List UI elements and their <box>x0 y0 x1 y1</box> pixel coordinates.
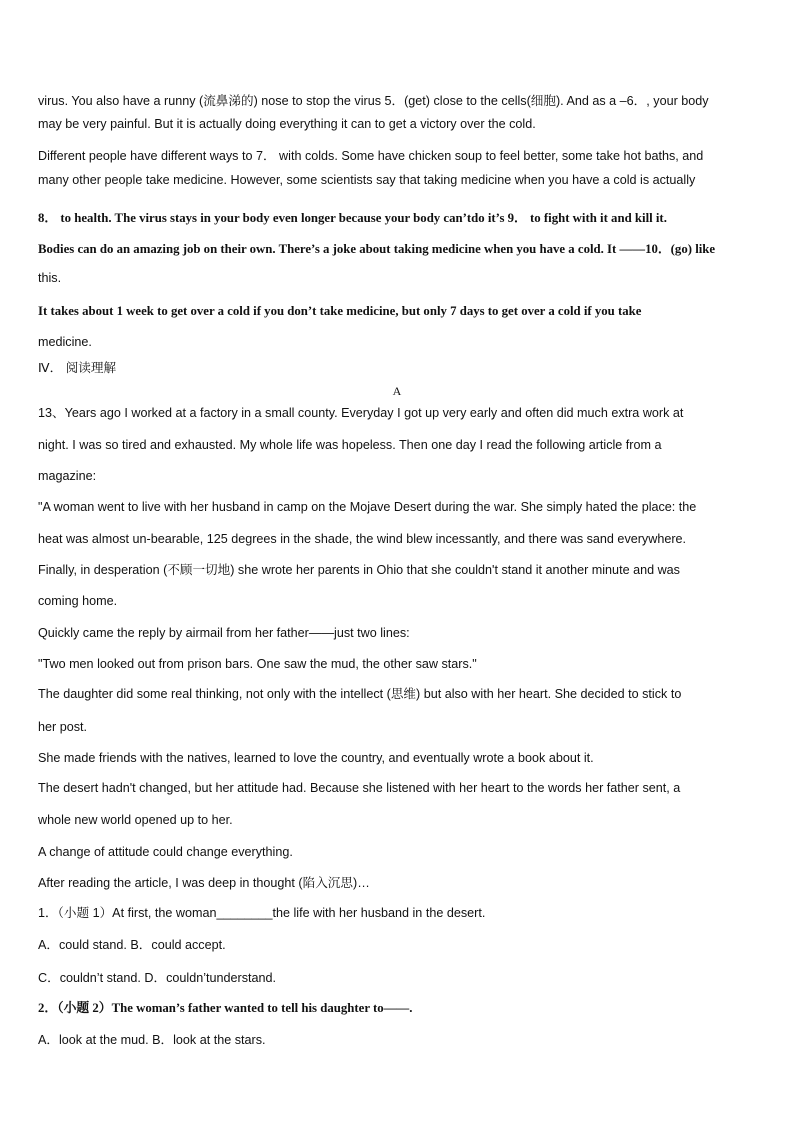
question-1: 1．（小题 1）At first, the woman________the life with her husband in the desert. <box>38 906 486 920</box>
text-line: "Two men looked out from prison bars. One saw the mud, the other saw stars." <box>38 657 477 671</box>
text-line: whole new world opened up to her. <box>38 813 233 827</box>
text-line: After reading the article, I was deep in thought (陷入沉思)… <box>38 876 370 890</box>
question-1-options-c-d: C．couldn’t stand. D．couldn’tunderstand. <box>38 971 277 985</box>
text-line: her post. <box>38 720 88 734</box>
text-line: coming home. <box>38 594 118 608</box>
text-line: night. I was so tired and exhausted. My whole life was hopeless. Then one day I read the following article from a <box>38 438 662 452</box>
text-line: Quickly came the reply by airmail from her father——just two lines: <box>38 626 410 640</box>
text-line: 8． to health. The virus stays in your body even longer because your body can’tdo it’s 9． to fight with it and kill it. <box>38 211 667 225</box>
text-line: Bodies can do an amazing job on their own. There’s a joke about taking medicine when you have a cold. It ——10．(go) like <box>38 242 716 256</box>
text-line: The daughter did some real thinking, not only with the intellect (思维) but also with her heart. She decided to stick to <box>38 687 682 701</box>
question-1-options-a-b: A．could stand. B．could accept. <box>38 938 226 952</box>
text-line: medicine. <box>38 335 92 349</box>
text-line: She made friends with the natives, learned to love the country, and eventually wrote a book about it. <box>38 751 594 765</box>
text-line: this. <box>38 271 62 285</box>
question-2-options-a-b: A．look at the mud. B．look at the stars. <box>38 1033 266 1047</box>
text-line: may be very painful. But it is actually doing everything it can to get a victory over the cold. <box>38 117 536 131</box>
text-line: many other people take medicine. However, some scientists say that taking medicine when you have a cold is actually <box>38 173 696 187</box>
text-line: "A woman went to live with her husband in camp on the Mojave Desert during the war. She simply hated the place: the <box>38 500 697 514</box>
section-heading: Ⅳ． 阅读理解 <box>38 361 117 375</box>
text-line: It takes about 1 week to get over a cold if you don’t take medicine, but only 7 days to get over a cold if you take <box>38 304 642 318</box>
text-line: A change of attitude could change everything. <box>38 845 293 859</box>
text-line: Finally, in desperation (不顾一切地) she wrote her parents in Ohio that she couldn't stand it another minute and was <box>38 563 680 577</box>
text-line: 13、Years ago I worked at a factory in a small county. Everyday I got up very early and often did much extra work at <box>38 406 684 420</box>
text-line: heat was almost un-bearable, 125 degrees in the shade, the wind blew incessantly, and there was sand everywhere. <box>38 532 687 546</box>
text-line: magazine: <box>38 469 97 483</box>
question-2: 2．（小题 2）The woman’s father wanted to tell his daughter to——. <box>38 1001 413 1015</box>
text-line: Different people have different ways to 7． with colds. Some have chicken soup to feel better, some take hot baths, and <box>38 149 704 163</box>
text-line: The desert hadn't changed, but her attitude had. Because she listened with her heart to the words her father sent, a <box>38 781 681 795</box>
text-line: virus. You also have a runny (流鼻涕的) nose to stop the virus 5．(get) close to the cells(细胞). And as a –6．, your body <box>38 94 709 108</box>
passage-label: A <box>392 384 402 398</box>
